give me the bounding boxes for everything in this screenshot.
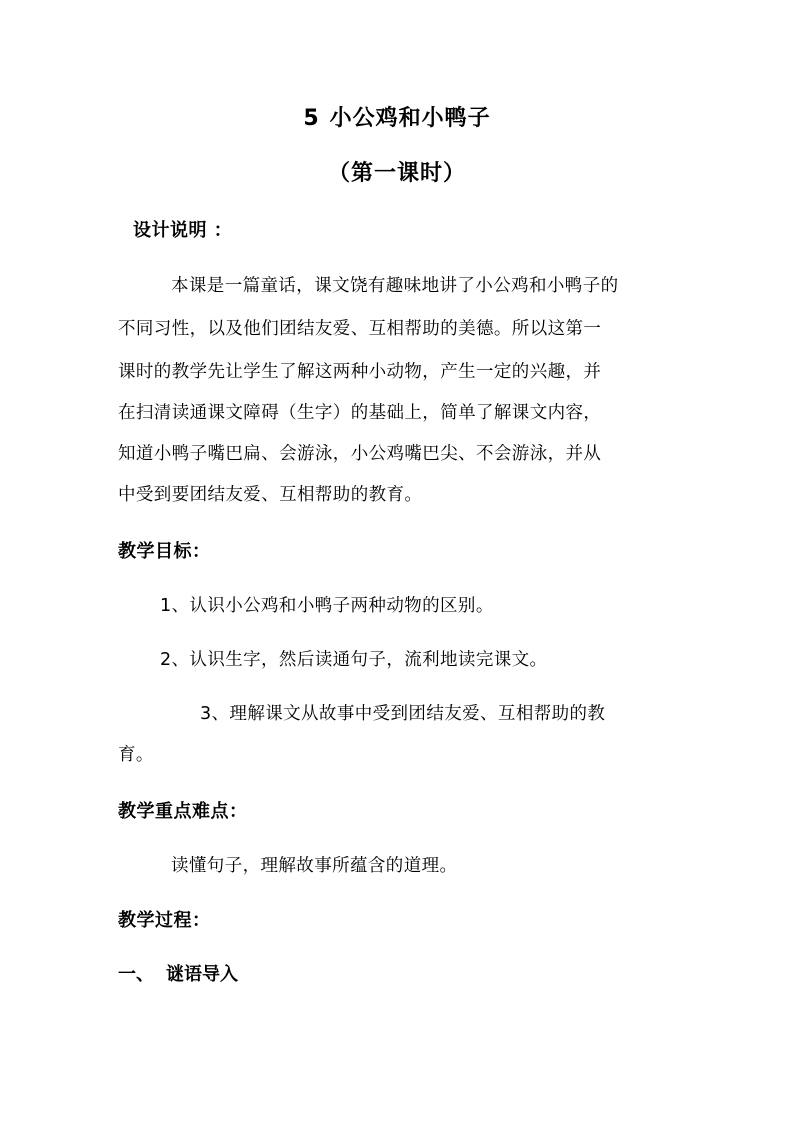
goal-item-3-continued: 育。	[118, 745, 154, 765]
keypoints-heading: 教学重点难点：	[118, 801, 248, 822]
design-line-1: 本课是一篇童话，课文饶有趣味地讲了小公鸡和小鸭子的	[171, 276, 619, 296]
design-line-2: 不同习性，以及他们团结友爱、互相帮助的美德。所以这第一	[118, 319, 602, 339]
keypoints-text: 读懂句子，理解故事所蕴含的道理。	[171, 856, 458, 876]
goal-item-2: 2、认识生字，然后读通句子，流利地读完课文。	[160, 650, 548, 670]
section-1-number: 一、	[118, 964, 154, 985]
section-1-label: 谜语导入	[166, 964, 238, 985]
page-subtitle: （第一课时）	[327, 161, 466, 186]
goal-item-3: 3、理解课文从故事中受到团结友爱、互相帮助的教	[200, 704, 606, 724]
goals-heading: 教学目标：	[118, 541, 211, 562]
lesson-number: 5	[303, 106, 320, 131]
process-heading: 教学过程：	[118, 910, 211, 931]
goal-item-1: 1、认识小公鸡和小鸭子两种动物的区别。	[160, 596, 494, 616]
page-title	[0, 101, 794, 132]
design-line-4: 在扫清读通课文障碍（生字）的基础上，简单了解课文内容，	[118, 403, 602, 423]
design-line-3: 课时的教学先让学生了解这两种小动物，产生一定的兴趣，并	[118, 362, 602, 382]
lesson-title: 小公鸡和小鸭子	[329, 106, 491, 131]
design-heading: 设计说明 ：	[133, 220, 233, 241]
design-line-6: 中受到要团结友爱、互相帮助的教育。	[118, 485, 423, 505]
section-1-title	[118, 960, 238, 986]
design-line-5: 知道小鸭子嘴巴扁、会游泳，小公鸡嘴巴尖、不会游泳，并从	[118, 444, 602, 464]
